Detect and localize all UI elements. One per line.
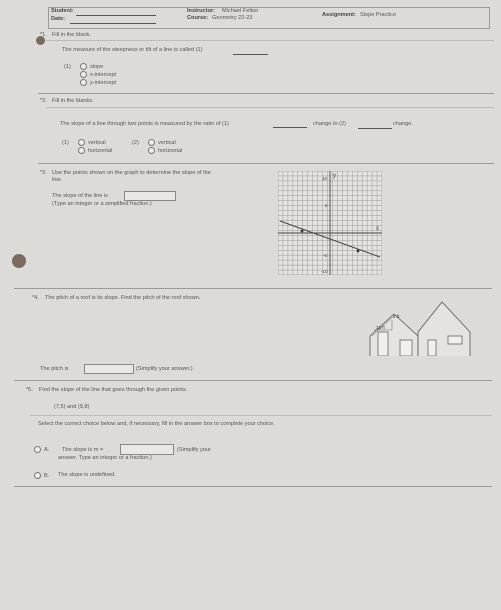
graph-tick-neg5: -5 <box>323 253 328 258</box>
q5-option-a-text: The slope is m = <box>62 447 104 453</box>
q5-prompt: Find the slope of the line that goes through the given points. <box>39 387 188 393</box>
radio-button[interactable] <box>80 79 87 86</box>
date-label: Date: <box>51 16 65 22</box>
q4-roof-diagram <box>366 300 476 356</box>
q5-option-a-hint: (Simplify your <box>177 447 211 453</box>
q4-number: *4. <box>32 295 39 301</box>
q2-prompt <box>60 121 229 127</box>
q5-number: *5. <box>26 387 33 393</box>
graph-x-axis-label: x <box>376 226 379 232</box>
q3-graph <box>278 171 382 275</box>
q2-prompt-mid: change to (2) <box>313 121 346 127</box>
q5-option-b[interactable] <box>34 472 49 479</box>
q3-number: *3. <box>40 170 47 176</box>
q5-option-a[interactable] <box>34 446 49 453</box>
radio-button[interactable] <box>80 71 87 78</box>
q5-points: (7,5) and (9,8) <box>54 404 90 410</box>
q2-prompt-end: change. <box>393 121 413 127</box>
q1-option-prefix: (1) <box>64 64 71 70</box>
q2-prompt-start: The slope of a line through two points is measured by the ratio of (1) <box>60 121 229 127</box>
q3-instruction-line1: Use the points shown on the graph to determine the slope of the <box>52 170 211 176</box>
radio-button[interactable] <box>148 139 155 146</box>
q4-answer-input[interactable] <box>84 364 134 374</box>
q1-option-slope[interactable] <box>80 63 103 70</box>
q4-prompt: The pitch of a roof is its slope. Find the pitch of the roof shown. <box>45 295 201 301</box>
q1-divider <box>46 40 494 41</box>
q3-bottom-divider <box>14 288 492 289</box>
q5-option-a-line2: answer. Type an integer or a fraction.) <box>58 455 152 461</box>
q1-number: *1. <box>40 32 47 38</box>
q5-bottom-divider <box>14 486 492 487</box>
q2-bottom-divider <box>38 163 494 164</box>
q2-number: *2. <box>40 98 47 104</box>
q1-bottom-divider <box>38 93 494 94</box>
q5-choice-instruction: Select the correct choice below and, if necessary, fill in the answer box to complete your choice. <box>38 421 275 427</box>
q1-option-y-intercept[interactable] <box>80 79 116 86</box>
radio-button[interactable] <box>34 446 41 453</box>
header <box>0 0 501 30</box>
q2-blank-2 <box>358 128 392 129</box>
radio-button[interactable] <box>78 147 85 154</box>
radio-button[interactable] <box>80 63 87 70</box>
q3-answer-prefix: The slope of the line is <box>52 193 108 199</box>
option-label: horizontal <box>88 147 113 154</box>
q1-option-x-intercept[interactable] <box>80 71 116 78</box>
q2-divider <box>46 107 494 108</box>
instructor-name: Michael Felton <box>222 8 259 14</box>
margin-mark-2 <box>12 254 26 268</box>
radio-button[interactable] <box>34 472 41 479</box>
instructor-label: Instructor: <box>187 8 215 14</box>
q5-divider <box>30 415 492 416</box>
option-label: x-intercept <box>90 71 117 78</box>
q3-instruction-line2: line. <box>52 177 63 183</box>
q2-group2-horizontal[interactable] <box>148 147 182 154</box>
graph-tick-10: 10 <box>322 176 328 181</box>
option-letter: B. <box>44 472 50 479</box>
date-line <box>70 23 156 24</box>
q4-bottom-divider <box>14 380 492 381</box>
graph-tick-5: 5 <box>325 203 328 208</box>
q1-instruction: Fill in the blank. <box>52 32 91 38</box>
option-label: horizontal <box>158 147 183 154</box>
q1-prompt: The measure of the steepness or tilt of a line is called (1) <box>62 47 203 53</box>
radio-button[interactable] <box>148 147 155 154</box>
option-label: y-intercept <box>90 79 117 86</box>
q2-group1-prefix: (1) <box>62 140 69 146</box>
roof-rise-label: 3 ft <box>393 314 400 319</box>
q2-instruction: Fill in the blanks. <box>52 98 94 104</box>
option-label: vertical <box>158 139 176 146</box>
option-label: vertical <box>88 139 106 146</box>
q3-hint: (Type an integer or a simplified fraction.) <box>52 201 152 207</box>
q2-blank-1 <box>273 127 307 128</box>
roof-run-label: 12 ft <box>376 325 385 330</box>
assignment-label: Assignment: <box>322 12 356 18</box>
course-label: Course: <box>187 15 209 21</box>
radio-button[interactable] <box>78 139 85 146</box>
q2-group2-prefix: (2) <box>132 140 139 146</box>
q4-answer-prefix: The pitch is <box>40 366 69 372</box>
q4-hint: (Simplify your answer.) <box>136 366 193 372</box>
q5-slope-input[interactable] <box>120 444 174 455</box>
option-letter: A. <box>44 446 50 453</box>
graph-tick-neg10: -10 <box>321 269 328 274</box>
q3-answer-input[interactable] <box>124 191 176 201</box>
q1-blank <box>233 54 268 55</box>
q2-group1-horizontal[interactable] <box>78 147 112 154</box>
course-name: Geometry 22-23 <box>212 15 253 21</box>
q5-option-b-text: The slope is undefined. <box>58 472 116 478</box>
student-label: Student: <box>51 8 74 14</box>
header-box <box>48 7 490 29</box>
q2-group2-vertical[interactable] <box>148 139 176 146</box>
graph-y-axis-label: y <box>333 173 336 179</box>
assignment-name: Slope Practice <box>360 12 397 18</box>
student-line <box>76 15 156 16</box>
q2-group1-vertical[interactable] <box>78 139 106 146</box>
option-label: slope <box>90 63 104 70</box>
